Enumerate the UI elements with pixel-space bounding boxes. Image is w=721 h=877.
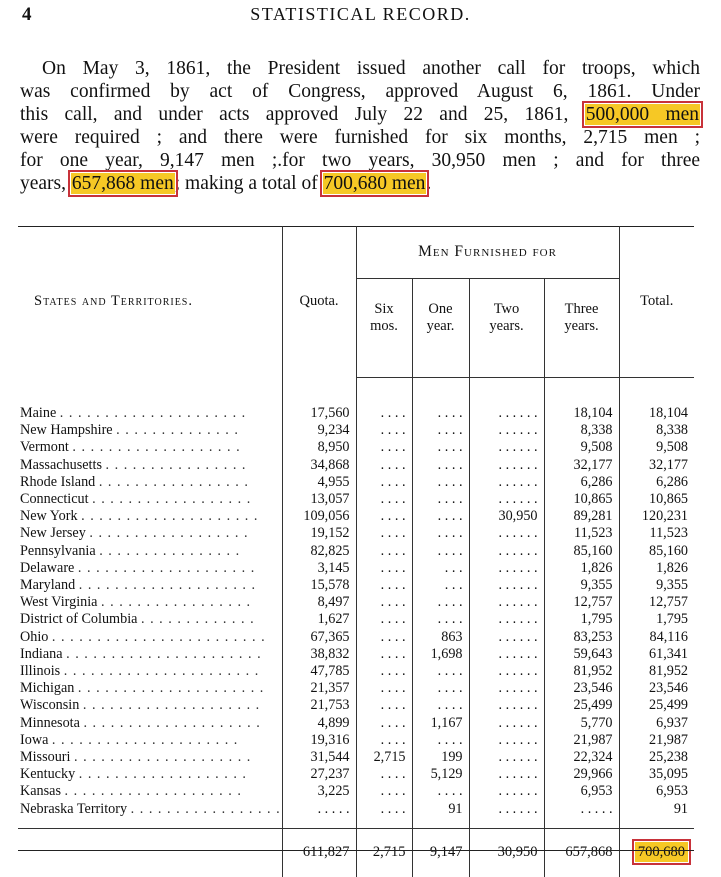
one-cell: . . . . [412,783,469,800]
highlight-700680-men: 700,680 men [323,173,426,194]
highlight-500000-men: 500,000 men [585,104,700,125]
two-cell: . . . . . . [469,732,544,749]
three-cell: 25,499 [544,697,619,714]
quota-cell: 21,753 [282,697,356,714]
two-cell: . . . . . . [469,405,544,422]
three-cell: 1,795 [544,611,619,628]
state-name-cell [18,491,282,508]
grand-total-highlight: 700,680 [635,842,688,862]
leader-dots: . . . . . . . . . . . . . . . . . . . . . [77,680,265,697]
three-cell: 22,324 [544,749,619,766]
two-cell: . . . . . . [469,439,544,456]
table-row [18,491,694,508]
quota-cell: 13,057 [282,491,356,508]
six-cell: . . . . [356,543,412,560]
leader-dots: . . . . . . . . . . . . . . . . . . . . . [51,731,239,748]
table-row [18,560,694,577]
leader-dots: . . . . . . . . . . . . . . [116,422,239,439]
totals-label-cell [18,828,282,877]
six-cell: . . . . [356,491,412,508]
one-cell: . . . . [412,543,469,560]
one-cell: 1,698 [412,646,469,663]
six-cell: . . . . [356,577,412,594]
state-name-cell [18,629,282,646]
totals-row [18,828,694,877]
state-name: Pennsylvania [20,542,96,559]
two-cell: . . . . . . [469,629,544,646]
three-cell: 8,338 [544,422,619,439]
two-cell: . . . . . . [469,766,544,783]
leader-dots: . . . . . . . . . . . . . . . . . . . [72,439,241,456]
state-name-cell [18,732,282,749]
six-cell: . . . . [356,732,412,749]
col-one-year-header [412,279,469,378]
state-name-cell [18,663,282,680]
total-cell: 81,952 [619,663,694,680]
state-name-cell [18,508,282,525]
table-row [18,611,694,628]
one-cell: . . . . [412,508,469,525]
leader-dots: . . . . . . . . . . . . . . . . . . . . [74,749,252,766]
state-name: Michigan [20,680,75,697]
one-cell: 5,129 [412,766,469,783]
three-line-1: Three [564,301,599,317]
six-cell: . . . . [356,783,412,800]
table-row [18,749,694,766]
state-name-cell [18,594,282,611]
leader-dots: . . . . . . . . . . . . . . . . . . . . [81,508,259,525]
state-name-cell [18,543,282,560]
state-name: Wisconsin [20,697,80,714]
total-quota: 611,827 [282,828,356,877]
leader-dots: . . . . . . . . . . . . . . . . . . . [78,766,247,783]
total-cell: 21,987 [619,732,694,749]
state-name: Nebraska Territory [20,800,128,817]
three-cell: 6,953 [544,783,619,800]
page-header [0,2,721,28]
quota-cell: 21,357 [282,680,356,697]
state-name-cell [18,577,282,594]
quota-cell: 19,316 [282,732,356,749]
state-name-cell [18,646,282,663]
two-line-1: Two [493,301,520,317]
two-cell: . . . . . . [469,663,544,680]
state-name-cell [18,457,282,474]
state-name: Illinois [20,663,61,680]
two-cell: . . . . . . [469,594,544,611]
paragraph-line-6-end: . [426,173,432,194]
state-name: Iowa [20,731,49,748]
three-cell: 89,281 [544,508,619,525]
quota-cell: 19,152 [282,525,356,542]
two-cell: . . . . . . [469,491,544,508]
one-cell: 1,167 [412,715,469,732]
table-row [18,457,694,474]
total-three: 657,868 [544,828,619,877]
leader-dots: . . . . . . . . . . . . . . . . . . [92,491,252,508]
leader-dots: . . . . . . . . . . . . . . . . . . . . [78,577,257,594]
table-row [18,715,694,732]
six-cell: . . . . [356,525,412,542]
three-line-2: years. [564,318,599,334]
table-row [18,405,694,422]
two-cell: . . . . . . [469,457,544,474]
two-cell: . . . . . . [469,680,544,697]
two-cell: . . . . . . [469,801,544,829]
leader-dots: . . . . . . . . . . . . . . . . . [130,800,281,817]
total-cell: 6,286 [619,474,694,491]
six-cell: . . . . [356,405,412,422]
state-name: Kansas [20,783,61,800]
leader-dots: . . . . . . . . . . . . . . . . . . . . . . [66,645,262,662]
six-cell: 2,715 [356,749,412,766]
state-name: West Virginia [20,594,98,611]
paragraph-line-5: for one year, 9,147 men ;.for two years, 30,950 men ; and for three [20,150,700,171]
three-cell: 5,770 [544,715,619,732]
total-cell: 11,523 [619,525,694,542]
col-states-header: States and Territories. [34,293,193,310]
leader-dots: . . . . . . . . . . . . . . . . . [98,473,249,490]
quota-cell: 4,955 [282,474,356,491]
six-cell: . . . . [356,474,412,491]
table-row [18,543,694,560]
total-cell: 12,757 [619,594,694,611]
leader-dots: . . . . . . . . . . . . . [140,611,255,628]
leader-dots: . . . . . . . . . . . . . . . . . . . . [77,559,256,576]
table-row [18,732,694,749]
three-cell: 12,757 [544,594,619,611]
one-cell: . . . . [412,474,469,491]
state-name-cell [18,783,282,800]
two-cell: . . . . . . [469,715,544,732]
paragraph-line-3-text: this call, and under acts approved July 22 and 25, 1861, [20,104,569,125]
quota-cell: 8,497 [282,594,356,611]
total-two: 30,950 [469,828,544,877]
quota-cell: 82,825 [282,543,356,560]
state-name-cell [18,749,282,766]
state-name: District of Columbia [20,611,138,628]
three-cell: 29,966 [544,766,619,783]
state-name: New York [20,508,78,525]
state-name-cell [18,801,282,829]
state-name-cell [18,680,282,697]
table-row [18,508,694,525]
total-cell: 91 [619,801,694,829]
two-line-2: years. [489,318,524,334]
one-line-1: One [428,301,453,317]
quota-cell: 38,832 [282,646,356,663]
three-cell: 9,355 [544,577,619,594]
troops-table-wrap [18,226,694,877]
two-cell: . . . . . . [469,783,544,800]
two-cell: . . . . . . [469,611,544,628]
state-name: Vermont [20,439,69,456]
troops-table [18,226,694,877]
six-line-2: mos. [370,318,398,334]
leader-dots: . . . . . . . . . . . . . . . . . . . . [83,714,261,731]
col-quota-header: Quota. [282,226,356,378]
quota-cell: 109,056 [282,508,356,525]
state-name-cell [18,766,282,783]
state-name: Maine [20,405,57,421]
total-cell: 35,095 [619,766,694,783]
two-cell: . . . . . . [469,697,544,714]
one-cell: . . . [412,577,469,594]
total-cell: 1,795 [619,611,694,628]
quota-cell: 8,950 [282,439,356,456]
total-one: 9,147 [412,828,469,877]
paragraph-line-2: was confirmed by act of Congress, approved August 6, 1861. Under [20,81,700,102]
table-row [18,594,694,611]
one-cell: 863 [412,629,469,646]
three-cell: 81,952 [544,663,619,680]
one-cell: . . . . [412,697,469,714]
table-row [18,525,694,542]
one-cell: . . . . [412,732,469,749]
leader-dots: . . . . . . . . . . . . . . . . [105,456,247,473]
table-row [18,646,694,663]
leader-dots: . . . . . . . . . . . . . . . . . . . . [64,783,242,800]
three-cell: 6,286 [544,474,619,491]
three-cell: 32,177 [544,457,619,474]
total-cell: 8,338 [619,422,694,439]
state-name-cell [18,422,282,439]
state-name-cell [18,525,282,542]
one-cell: . . . . [412,439,469,456]
table-bottom-rule [18,850,694,851]
table-row [18,783,694,800]
state-name: New Jersey [20,525,86,542]
six-cell: . . . . [356,801,412,829]
intro-paragraph [20,57,700,195]
one-cell: 199 [412,749,469,766]
state-name-cell [18,439,282,456]
six-cell: . . . . [356,629,412,646]
state-name: Kentucky [20,766,76,783]
quota-cell: . . . . . [282,801,356,829]
six-cell: . . . . [356,766,412,783]
paragraph-line-4: were required ; and there were furnished for six months, 2,715 men ; [20,127,700,148]
two-cell: . . . . . . [469,543,544,560]
quota-cell: 47,785 [282,663,356,680]
table-row [18,680,694,697]
one-cell: . . . . [412,491,469,508]
total-cell: 6,937 [619,715,694,732]
total-cell: 18,104 [619,405,694,422]
quota-cell: 67,365 [282,629,356,646]
total-cell: 9,508 [619,439,694,456]
three-cell: 21,987 [544,732,619,749]
state-name-cell [18,715,282,732]
one-cell: . . . . [412,457,469,474]
three-cell: 18,104 [544,405,619,422]
three-cell: 85,160 [544,543,619,560]
state-name: Ohio [20,628,49,645]
six-cell: . . . . [356,457,412,474]
paragraph-line-6 [20,172,700,195]
table-row [18,801,694,829]
two-cell: . . . . . . [469,525,544,542]
leader-dots: . . . . . . . . . . . . . . . . . . [89,525,249,542]
state-name: Delaware [20,559,75,576]
quota-cell: 9,234 [282,422,356,439]
total-cell: 120,231 [619,508,694,525]
table-row [18,663,694,680]
two-cell: . . . . . . [469,577,544,594]
six-cell: . . . . [356,508,412,525]
three-cell: 10,865 [544,491,619,508]
six-cell: . . . . [356,697,412,714]
state-name-cell [18,611,282,628]
six-cell: . . . . [356,594,412,611]
total-cell: 10,865 [619,491,694,508]
page-number: 4 [22,4,32,25]
table-row [18,439,694,456]
one-cell: . . . . [412,405,469,422]
state-name: Missouri [20,749,71,766]
paragraph-line-6-mid: ; making a total of [174,173,318,194]
total-cell: 25,238 [619,749,694,766]
total-cell: 32,177 [619,457,694,474]
state-name: Massachusetts [20,456,102,473]
quota-cell: 31,544 [282,749,356,766]
total-cell: 6,953 [619,783,694,800]
one-cell: . . . . [412,611,469,628]
one-cell: . . . . [412,525,469,542]
two-cell: 30,950 [469,508,544,525]
three-cell: 59,643 [544,646,619,663]
quota-cell: 27,237 [282,766,356,783]
paragraph-line-3 [20,103,700,126]
state-name: Connecticut [20,491,89,508]
state-name: Minnesota [20,714,80,731]
total-six: 2,715 [356,828,412,877]
one-cell: . . . . [412,663,469,680]
leader-dots: . . . . . . . . . . . . . . . . . . . . [82,697,261,714]
six-cell: . . . . [356,611,412,628]
total-cell: 84,116 [619,629,694,646]
total-cell: 9,355 [619,577,694,594]
state-name: New Hampshire [20,422,113,439]
total-cell: 23,546 [619,680,694,697]
state-name-cell [18,405,282,422]
total-cell: 1,826 [619,560,694,577]
two-cell: . . . . . . [469,474,544,491]
leader-dots: . . . . . . . . . . . . . . . . . [101,594,252,611]
total-cell: 25,499 [619,697,694,714]
total-grand-cell [619,828,694,877]
quota-cell: 17,560 [282,405,356,422]
total-cell: 61,341 [619,646,694,663]
six-cell: . . . . [356,646,412,663]
state-name-cell [18,474,282,491]
table-row [18,697,694,714]
six-cell: . . . . [356,422,412,439]
two-cell: . . . . . . [469,422,544,439]
three-cell: 11,523 [544,525,619,542]
col-two-years-header [469,279,544,378]
leader-dots: . . . . . . . . . . . . . . . . . . . . . . [63,663,260,680]
table-row [18,577,694,594]
one-cell: . . . . [412,680,469,697]
col-total-header: Total. [619,226,694,378]
quota-cell: 15,578 [282,577,356,594]
col-three-years-header [544,279,619,378]
three-cell: 1,826 [544,560,619,577]
state-name: Rhode Island [20,473,96,490]
quota-cell: 3,145 [282,560,356,577]
highlight-657868-men: 657,868 men [71,173,174,194]
state-name: Maryland [20,577,76,594]
table-body [18,378,694,829]
paragraph-line-6-start: years, [20,173,67,194]
state-name-cell [18,697,282,714]
men-furnished-header: Men Furnished for [356,226,619,279]
six-line-1: Six [374,301,394,317]
six-cell: . . . . [356,680,412,697]
table-row [18,422,694,439]
leader-dots: . . . . . . . . . . . . . . . . [99,542,241,559]
leader-dots: . . . . . . . . . . . . . . . . . . . . . [59,405,247,421]
six-cell: . . . . [356,715,412,732]
state-name: Indiana [20,645,63,662]
two-cell: . . . . . . [469,749,544,766]
spacer-row [18,378,694,406]
col-six-months-header [356,279,412,378]
paragraph-line-1: On May 3, 1861, the President issued another call for troops, which [42,58,700,79]
one-cell: . . . [412,560,469,577]
one-cell: 91 [412,801,469,829]
three-cell: 83,253 [544,629,619,646]
quota-cell: 1,627 [282,611,356,628]
table-row [18,474,694,491]
two-cell: . . . . . . [469,646,544,663]
leader-dots: . . . . . . . . . . . . . . . . . . . . . . . . [51,628,266,645]
quota-cell: 4,899 [282,715,356,732]
three-cell: 9,508 [544,439,619,456]
one-cell: . . . . [412,594,469,611]
one-cell: . . . . [412,422,469,439]
table-row [18,629,694,646]
state-name-cell [18,560,282,577]
total-cell: 85,160 [619,543,694,560]
quota-cell: 3,225 [282,783,356,800]
six-cell: . . . . [356,663,412,680]
six-cell: . . . . [356,560,412,577]
three-cell: 23,546 [544,680,619,697]
one-line-2: year. [426,318,455,334]
table-row [18,766,694,783]
two-cell: . . . . . . [469,560,544,577]
quota-cell: 34,868 [282,457,356,474]
six-cell: . . . . [356,439,412,456]
three-cell: . . . . . [544,801,619,829]
running-title: STATISTICAL RECORD. [250,4,471,24]
